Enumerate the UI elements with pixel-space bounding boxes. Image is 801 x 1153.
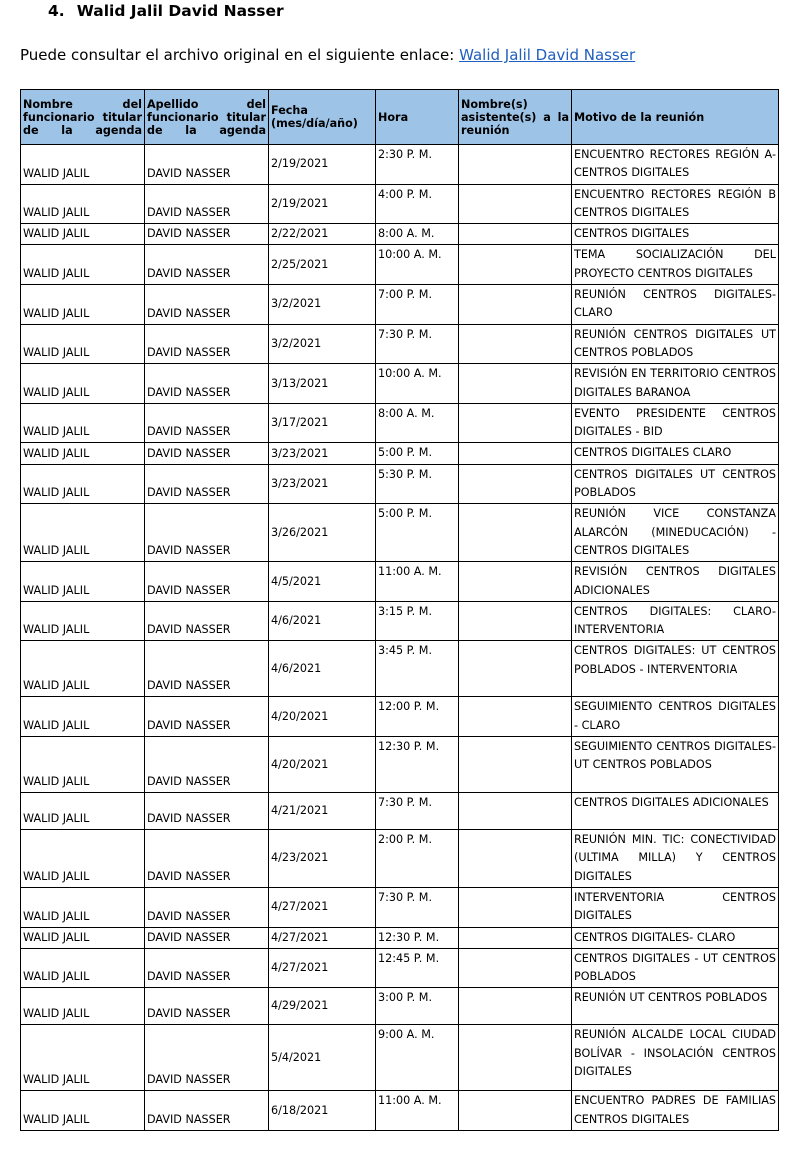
cell-fecha: 2/22/2021 xyxy=(269,224,376,245)
cell-hora: 3:15 P. M. xyxy=(376,601,459,641)
cell-nombre: WALID JALIL xyxy=(21,224,145,245)
cell-nombre: WALID JALIL xyxy=(21,1091,145,1131)
cell-apellido: DAVID NASSER xyxy=(145,737,269,793)
cell-hora: 7:00 P. M. xyxy=(376,285,459,325)
cell-apellido: DAVID NASSER xyxy=(145,887,269,927)
cell-motivo: REUNIÓN ALCALDE LOCAL CIUDAD BOLÍVAR - INSOLACIÓN CENTROS DIGITALES xyxy=(572,1025,779,1091)
table-row xyxy=(21,184,779,224)
table-row xyxy=(21,887,779,927)
cell-motivo: ENCUENTRO RECTORES REGIÓN A- CENTROS DIGITALES xyxy=(572,145,779,185)
cell-asistentes xyxy=(459,737,572,793)
cell-apellido: DAVID NASSER xyxy=(145,324,269,364)
cell-hora: 12:45 P. M. xyxy=(376,948,459,988)
table-header-row xyxy=(21,90,779,145)
cell-hora: 12:00 P. M. xyxy=(376,697,459,737)
cell-nombre: WALID JALIL xyxy=(21,927,145,948)
cell-hora: 7:30 P. M. xyxy=(376,887,459,927)
table-row xyxy=(21,504,779,562)
cell-motivo: REUNIÓN UT CENTROS POBLADOS xyxy=(572,988,779,1025)
cell-hora: 12:30 P. M. xyxy=(376,927,459,948)
cell-apellido: DAVID NASSER xyxy=(145,1091,269,1131)
cell-nombre: WALID JALIL xyxy=(21,464,145,504)
section-number: 4. xyxy=(48,2,65,20)
cell-asistentes xyxy=(459,1091,572,1131)
cell-apellido: DAVID NASSER xyxy=(145,504,269,562)
cell-asistentes xyxy=(459,697,572,737)
cell-fecha: 4/6/2021 xyxy=(269,641,376,697)
cell-fecha: 3/2/2021 xyxy=(269,285,376,325)
cell-asistentes xyxy=(459,793,572,830)
cell-nombre: WALID JALIL xyxy=(21,988,145,1025)
table-row xyxy=(21,988,779,1025)
cell-hora: 8:00 A. M. xyxy=(376,403,459,443)
cell-nombre: WALID JALIL xyxy=(21,443,145,464)
table-row xyxy=(21,285,779,325)
cell-motivo: CENTROS DIGITALES ADICIONALES xyxy=(572,793,779,830)
cell-apellido: DAVID NASSER xyxy=(145,145,269,185)
cell-motivo: REUNIÓN VICE CONSTANZA ALARCÓN (MINEDUCACIÓN) - CENTROS DIGITALES xyxy=(572,504,779,562)
cell-nombre: WALID JALIL xyxy=(21,184,145,224)
cell-apellido: DAVID NASSER xyxy=(145,464,269,504)
cell-hora: 10:00 A. M. xyxy=(376,364,459,404)
cell-asistentes xyxy=(459,443,572,464)
cell-asistentes xyxy=(459,601,572,641)
cell-asistentes xyxy=(459,562,572,602)
cell-fecha: 4/20/2021 xyxy=(269,737,376,793)
cell-nombre: WALID JALIL xyxy=(21,403,145,443)
cell-hora: 10:00 A. M. xyxy=(376,245,459,285)
table-row xyxy=(21,830,779,888)
cell-apellido: DAVID NASSER xyxy=(145,927,269,948)
cell-fecha: 4/20/2021 xyxy=(269,697,376,737)
table-row xyxy=(21,948,779,988)
cell-motivo: TEMA SOCIALIZACIÓN DEL PROYECTO CENTROS DIGITALES xyxy=(572,245,779,285)
section-heading xyxy=(48,2,284,20)
table-row xyxy=(21,245,779,285)
cell-hora: 9:00 A. M. xyxy=(376,1025,459,1091)
cell-fecha: 3/13/2021 xyxy=(269,364,376,404)
cell-asistentes xyxy=(459,948,572,988)
header-motivo: Motivo de la reunión xyxy=(572,90,779,145)
cell-nombre: WALID JALIL xyxy=(21,830,145,888)
intro-text: Puede consultar el archivo original en el siguiente enlace: xyxy=(20,46,460,64)
header-fecha: Fecha (mes/día/año) xyxy=(269,90,376,145)
cell-motivo: CENTROS DIGITALES - UT CENTROS POBLADOS xyxy=(572,948,779,988)
cell-fecha: 3/23/2021 xyxy=(269,443,376,464)
cell-hora: 3:00 P. M. xyxy=(376,988,459,1025)
cell-nombre: WALID JALIL xyxy=(21,504,145,562)
cell-asistentes xyxy=(459,285,572,325)
cell-asistentes xyxy=(459,403,572,443)
cell-nombre: WALID JALIL xyxy=(21,145,145,185)
cell-apellido: DAVID NASSER xyxy=(145,697,269,737)
cell-nombre: WALID JALIL xyxy=(21,562,145,602)
table-row xyxy=(21,737,779,793)
cell-motivo: CENTROS DIGITALES: UT CENTROS POBLADOS - INTERVENTORIA xyxy=(572,641,779,697)
cell-fecha: 5/4/2021 xyxy=(269,1025,376,1091)
cell-nombre: WALID JALIL xyxy=(21,601,145,641)
table-row xyxy=(21,364,779,404)
table-row xyxy=(21,1025,779,1091)
cell-nombre: WALID JALIL xyxy=(21,948,145,988)
cell-fecha: 4/6/2021 xyxy=(269,601,376,641)
cell-fecha: 3/17/2021 xyxy=(269,403,376,443)
cell-apellido: DAVID NASSER xyxy=(145,285,269,325)
table-row xyxy=(21,697,779,737)
cell-fecha: 3/2/2021 xyxy=(269,324,376,364)
cell-apellido: DAVID NASSER xyxy=(145,403,269,443)
cell-motivo: CENTROS DIGITALES xyxy=(572,224,779,245)
cell-hora: 5:00 P. M. xyxy=(376,504,459,562)
cell-asistentes xyxy=(459,1025,572,1091)
cell-hora: 5:00 P. M. xyxy=(376,443,459,464)
table-row xyxy=(21,1091,779,1131)
cell-asistentes xyxy=(459,224,572,245)
cell-motivo: SEGUIMIENTO CENTROS DIGITALES - CLARO xyxy=(572,697,779,737)
cell-asistentes xyxy=(459,504,572,562)
cell-fecha: 3/26/2021 xyxy=(269,504,376,562)
section-title: Walid Jalil David Nasser xyxy=(76,2,284,20)
cell-fecha: 4/27/2021 xyxy=(269,948,376,988)
cell-hora: 3:45 P. M. xyxy=(376,641,459,697)
cell-nombre: WALID JALIL xyxy=(21,697,145,737)
table-row xyxy=(21,403,779,443)
cell-apellido: DAVID NASSER xyxy=(145,948,269,988)
cell-nombre: WALID JALIL xyxy=(21,245,145,285)
cell-apellido: DAVID NASSER xyxy=(145,443,269,464)
cell-nombre: WALID JALIL xyxy=(21,793,145,830)
cell-motivo: ENCUENTRO PADRES DE FAMILIAS CENTROS DIGITALES xyxy=(572,1091,779,1131)
cell-hora: 7:30 P. M. xyxy=(376,793,459,830)
cell-asistentes xyxy=(459,641,572,697)
cell-fecha: 2/25/2021 xyxy=(269,245,376,285)
cell-apellido: DAVID NASSER xyxy=(145,601,269,641)
cell-apellido: DAVID NASSER xyxy=(145,184,269,224)
cell-fecha: 4/27/2021 xyxy=(269,927,376,948)
table-row xyxy=(21,443,779,464)
cell-hora: 2:00 P. M. xyxy=(376,830,459,888)
cell-apellido: DAVID NASSER xyxy=(145,1025,269,1091)
cell-asistentes xyxy=(459,927,572,948)
cell-asistentes xyxy=(459,364,572,404)
cell-motivo: SEGUIMIENTO CENTROS DIGITALES- UT CENTROS POBLADOS xyxy=(572,737,779,793)
cell-fecha: 4/29/2021 xyxy=(269,988,376,1025)
cell-apellido: DAVID NASSER xyxy=(145,641,269,697)
cell-nombre: WALID JALIL xyxy=(21,641,145,697)
cell-fecha: 3/23/2021 xyxy=(269,464,376,504)
cell-motivo: INTERVENTORIA CENTROS DIGITALES xyxy=(572,887,779,927)
cell-asistentes xyxy=(459,145,572,185)
table-row xyxy=(21,562,779,602)
cell-fecha: 4/21/2021 xyxy=(269,793,376,830)
cell-apellido: DAVID NASSER xyxy=(145,364,269,404)
header-hora: Hora xyxy=(376,90,459,145)
intro-paragraph xyxy=(20,46,635,64)
cell-apellido: DAVID NASSER xyxy=(145,988,269,1025)
table-row xyxy=(21,927,779,948)
header-apellido: Apellido del funcionario titular de la agenda xyxy=(145,90,269,145)
cell-apellido: DAVID NASSER xyxy=(145,245,269,285)
cell-hora: 8:00 A. M. xyxy=(376,224,459,245)
cell-fecha: 2/19/2021 xyxy=(269,184,376,224)
table-row xyxy=(21,464,779,504)
cell-hora: 12:30 P. M. xyxy=(376,737,459,793)
cell-hora: 4:00 P. M. xyxy=(376,184,459,224)
cell-fecha: 4/27/2021 xyxy=(269,887,376,927)
cell-hora: 11:00 A. M. xyxy=(376,1091,459,1131)
cell-motivo: REUNIÓN CENTROS DIGITALES- CLARO xyxy=(572,285,779,325)
cell-motivo: EVENTO PRESIDENTE CENTROS DIGITALES - BID xyxy=(572,403,779,443)
table-row xyxy=(21,793,779,830)
cell-motivo: REUNIÓN CENTROS DIGITALES UT CENTROS POBLADOS xyxy=(572,324,779,364)
table-row xyxy=(21,324,779,364)
header-nombre: Nombre del funcionario titular de la agenda xyxy=(21,90,145,145)
cell-asistentes xyxy=(459,184,572,224)
cell-nombre: WALID JALIL xyxy=(21,324,145,364)
cell-apellido: DAVID NASSER xyxy=(145,224,269,245)
cell-fecha: 4/5/2021 xyxy=(269,562,376,602)
cell-motivo: CENTROS DIGITALES UT CENTROS POBLADOS xyxy=(572,464,779,504)
cell-asistentes xyxy=(459,988,572,1025)
cell-fecha: 2/19/2021 xyxy=(269,145,376,185)
header-asistentes: Nombre(s) asistente(s) a la reunión xyxy=(459,90,572,145)
cell-nombre: WALID JALIL xyxy=(21,887,145,927)
cell-motivo: REVISIÓN EN TERRITORIO CENTROS DIGITALES BARANOA xyxy=(572,364,779,404)
cell-asistentes xyxy=(459,245,572,285)
cell-asistentes xyxy=(459,464,572,504)
cell-nombre: WALID JALIL xyxy=(21,285,145,325)
original-file-link[interactable]: Walid Jalil David Nasser xyxy=(459,46,636,64)
cell-fecha: 6/18/2021 xyxy=(269,1091,376,1131)
cell-nombre: WALID JALIL xyxy=(21,364,145,404)
table-row xyxy=(21,224,779,245)
cell-apellido: DAVID NASSER xyxy=(145,793,269,830)
cell-fecha: 4/23/2021 xyxy=(269,830,376,888)
cell-motivo: ENCUENTRO RECTORES REGIÓN B CENTROS DIGITALES xyxy=(572,184,779,224)
table-row xyxy=(21,641,779,697)
cell-asistentes xyxy=(459,830,572,888)
cell-asistentes xyxy=(459,324,572,364)
cell-apellido: DAVID NASSER xyxy=(145,830,269,888)
cell-hora: 7:30 P. M. xyxy=(376,324,459,364)
cell-hora: 11:00 A. M. xyxy=(376,562,459,602)
cell-motivo: CENTROS DIGITALES CLARO xyxy=(572,443,779,464)
cell-motivo: REVISIÓN CENTROS DIGITALES ADICIONALES xyxy=(572,562,779,602)
cell-apellido: DAVID NASSER xyxy=(145,562,269,602)
cell-motivo: CENTROS DIGITALES: CLARO- INTERVENTORIA xyxy=(572,601,779,641)
cell-hora: 5:30 P. M. xyxy=(376,464,459,504)
cell-motivo: CENTROS DIGITALES- CLARO xyxy=(572,927,779,948)
cell-nombre: WALID JALIL xyxy=(21,1025,145,1091)
table-row xyxy=(21,601,779,641)
cell-nombre: WALID JALIL xyxy=(21,737,145,793)
cell-hora: 2:30 P. M. xyxy=(376,145,459,185)
cell-asistentes xyxy=(459,887,572,927)
table-row xyxy=(21,145,779,185)
agenda-table xyxy=(20,89,779,1131)
cell-motivo: REUNIÓN MIN. TIC: CONECTIVIDAD (ULTIMA MILLA) Y CENTROS DIGITALES xyxy=(572,830,779,888)
